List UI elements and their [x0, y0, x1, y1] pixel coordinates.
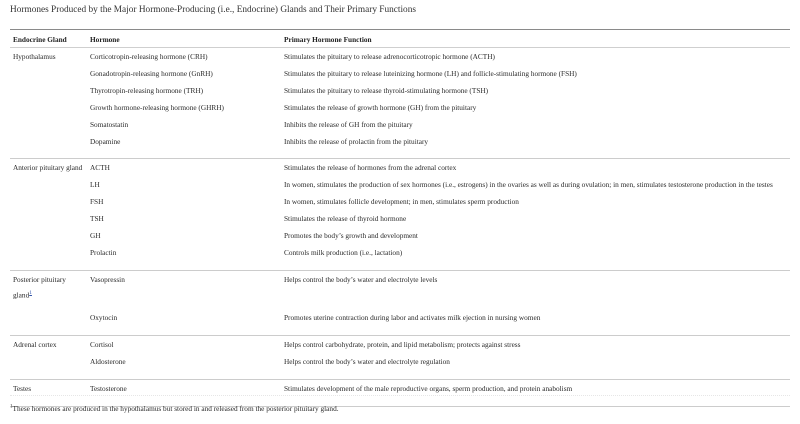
table-row [10, 177, 790, 194]
gland-cell: Adrenal cortex [13, 340, 57, 350]
gland-cell-empty [10, 134, 87, 159]
hormone-table-container [10, 29, 790, 407]
function-cell: Promotes uterine contraction during labor and activates milk ejection in nursing women [284, 313, 541, 323]
function-cell: Helps control carbohydrate, protein, and lipid metabolism; protects against stress [284, 340, 521, 350]
footnote [10, 404, 339, 413]
table-row [10, 48, 790, 66]
function-cell: Stimulates the release of growth hormone (GH) from the pituitary [284, 102, 477, 112]
table-row [10, 211, 790, 228]
table-row [10, 134, 790, 159]
footnote-divider [10, 395, 790, 396]
table-row [10, 310, 790, 335]
gland-cell-empty [10, 310, 87, 335]
table-row [10, 245, 790, 270]
function-cell: Promotes the body’s growth and development [284, 231, 418, 241]
table-row [10, 228, 790, 245]
table-row [10, 159, 790, 177]
header-endocrine-gland: Endocrine Gland [13, 34, 67, 44]
function-cell: Stimulates the release of thyroid hormone [284, 214, 407, 224]
hormone-cell: Dopamine [90, 136, 121, 146]
hormone-cell: LH [90, 180, 100, 190]
function-cell: Stimulates the pituitary to release luteinizing hormone (LH) and follicle-stimulating hormone (FSH) [284, 68, 577, 78]
table-row [10, 66, 790, 83]
table-body [10, 48, 790, 407]
function-cell: Stimulates the pituitary to release thyroid-stimulating hormone (TSH) [284, 85, 489, 95]
function-cell: In women, stimulates the production of sex hormones (i.e., estrogens) in the ovaries as well as during ovulation; in men, stimulates testosterone production in the testes [284, 180, 773, 190]
function-cell: Controls milk production (i.e., lactation) [284, 247, 403, 257]
hormone-cell: Corticotropin-releasing hormone (CRH) [90, 52, 208, 61]
hormone-cell: Prolactin [90, 247, 117, 257]
table-row [10, 117, 790, 134]
hormone-cell: TSH [90, 214, 104, 224]
footnote-text: These hormones are produced in the hypothalamus but stored in and released from the posterior pituitary gland. [12, 404, 339, 413]
table-caption: Hormones Produced by the Major Hormone-Producing (i.e., Endocrine) Glands and Their Primary Functions [10, 5, 416, 15]
hormone-cell: ACTH [90, 163, 110, 173]
footnote-marker: 1 [10, 404, 13, 410]
hormone-cell: Growth hormone-releasing hormone (GHRH) [90, 102, 224, 112]
function-cell: In women, stimulates follicle development; in men, stimulates sperm production [284, 197, 519, 207]
table-row [10, 379, 790, 406]
gland-cell-empty [10, 117, 87, 134]
gland-name: Posterior pituitary gland [13, 274, 66, 300]
table-row [10, 354, 790, 379]
function-cell: Inhibits the release of prolactin from the pituitary [284, 136, 429, 146]
table-row [10, 270, 790, 310]
hormone-cell: Somatostatin [90, 119, 129, 129]
hormone-cell: Cortisol [90, 340, 114, 350]
function-cell: Stimulates development of the male reproductive organs, sperm production, and protein anabolism [284, 383, 573, 393]
gland-cell-empty [10, 354, 87, 379]
header-primary-function: Primary Hormone Function [284, 34, 372, 44]
hormone-cell: Testosterone [90, 383, 127, 393]
function-cell: Stimulates the pituitary to release adrenocorticotropic hormone (ACTH) [284, 52, 495, 61]
hormone-cell: Oxytocin [90, 313, 118, 323]
gland-cell-empty [10, 83, 87, 100]
gland-cell-empty [10, 245, 87, 270]
table-row [10, 83, 790, 100]
gland-cell-empty [10, 177, 87, 194]
hormone-table [10, 29, 790, 407]
function-cell: Helps control the body’s water and electrolyte levels [284, 274, 438, 284]
hormone-cell: Aldosterone [90, 356, 126, 366]
function-cell: Inhibits the release of GH from the pituitary [284, 119, 413, 129]
hormone-cell: Thyrotropin-releasing hormone (TRH) [90, 85, 204, 95]
header-hormone: Hormone [90, 34, 120, 44]
footnote-link[interactable]: 1 [29, 289, 32, 296]
gland-cell: Anterior pituitary gland [13, 163, 83, 173]
function-cell: Stimulates the release of hormones from the adrenal cortex [284, 163, 457, 173]
hormone-cell: Vasopressin [90, 274, 125, 284]
gland-cell-empty [10, 100, 87, 117]
hormone-cell: GH [90, 231, 101, 241]
gland-cell-empty [10, 228, 87, 245]
table-row [10, 336, 790, 354]
gland-cell-empty [10, 211, 87, 228]
table-row [10, 194, 790, 211]
hormone-cell: FSH [90, 197, 104, 207]
gland-cell: Hypothalamus [13, 52, 56, 61]
header-row [10, 30, 790, 48]
function-cell: Helps control the body’s water and electrolyte regulation [284, 356, 450, 366]
gland-cell [10, 270, 87, 310]
gland-cell-empty [10, 66, 87, 83]
gland-cell: Testes [13, 383, 32, 393]
gland-cell-empty [10, 194, 87, 211]
table-header [10, 30, 790, 48]
hormone-cell: Gonadotropin-releasing hormone (GnRH) [90, 68, 213, 78]
table-row [10, 100, 790, 117]
